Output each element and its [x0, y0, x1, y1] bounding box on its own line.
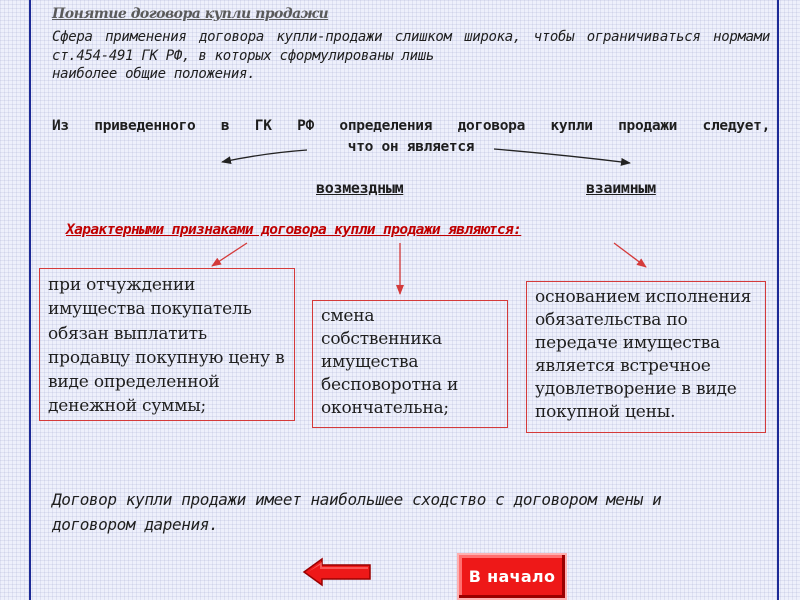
home-button[interactable]	[457, 553, 567, 600]
slide-title: Понятие договора купли продажи	[52, 6, 329, 22]
definition-line-2: что он является	[347, 139, 475, 155]
back-arrow-icon[interactable]	[302, 557, 372, 587]
feature-box-counter-performance: основанием исполнения обязательства по передаче имущества является встречное удовлетворение в виде покупной цены.	[526, 281, 766, 433]
feature-box-ownership-change: смена собственника имущества бесповоротна и окончательна;	[312, 300, 508, 428]
quality-compensated: возмездным	[316, 179, 404, 197]
arrow-to-mutual	[494, 149, 630, 163]
definition-line-1: Из приведенного в ГК РФ определения договора купли продажи следует,	[52, 118, 770, 134]
arrow-to-compensated	[222, 150, 307, 162]
arrow-to-feature-1	[212, 243, 247, 266]
feature-box-payment: при отчуждении имущества покупатель обязан выплатить продавцу покупную цену в виде определенной денежной суммы;	[39, 268, 295, 421]
quality-mutual: взаимным	[586, 179, 656, 197]
intro-last-line: наиболее общие положения.	[52, 66, 256, 82]
home-button-label: В начало	[468, 567, 556, 586]
conclusion-paragraph: Договор купли продажи имеет наибольшее сходство с договором мены и договором дарения.	[52, 490, 662, 534]
arrow-to-feature-3	[614, 243, 646, 267]
features-heading: Характерными признаками договора купли продажи являются:	[66, 222, 522, 238]
intro-text: Сфера применения договора купли-продажи слишком широка, чтобы ограничиваться нормами ст.454-491 ГК РФ, в которых сформулированы лишь	[52, 29, 770, 64]
